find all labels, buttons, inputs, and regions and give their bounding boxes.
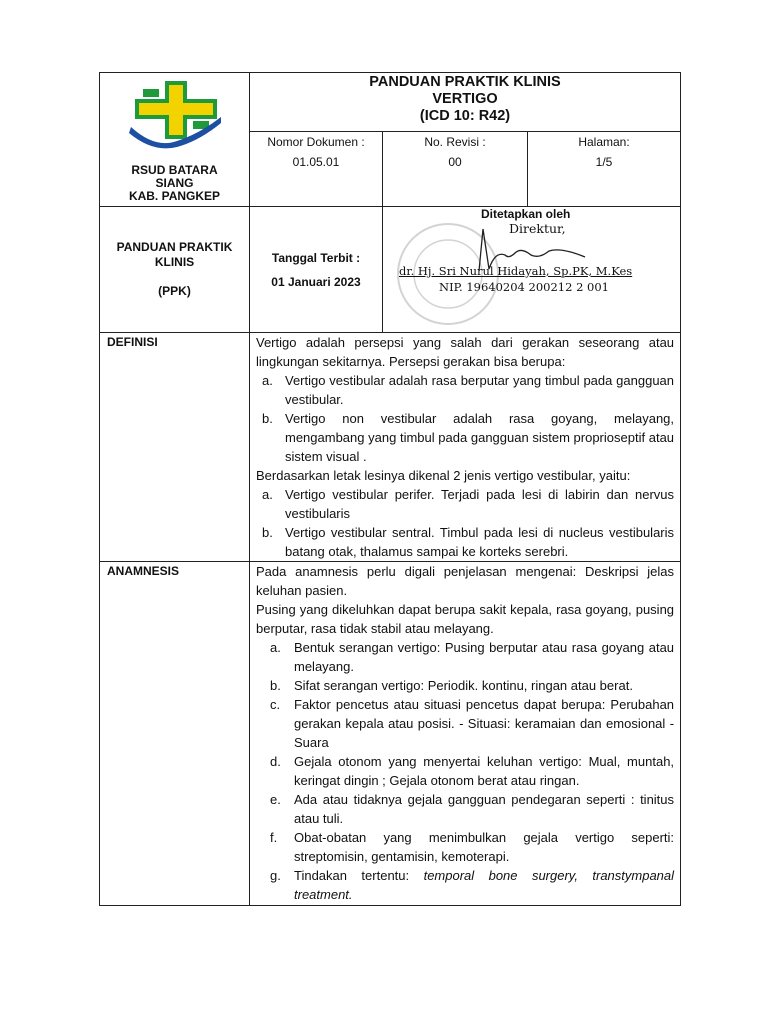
list-item [256,790,674,828]
list-marker: d. [270,754,281,769]
definisi-label: DEFINISI [100,333,250,562]
list-text: Vertigo non vestibular adalah rasa goyang, melayang, mengambang yang timbul pada gangguan sistem proprioseptif atau sistem visual . [285,411,675,464]
halaman-value: 1/5 [595,155,613,169]
list-marker: a. [262,373,273,388]
list-item [256,676,674,695]
revisi-label: No. Revisi : [424,135,486,149]
list-text [294,866,674,904]
tanggal-terbit-date: 01 Januari 2023 [271,274,361,289]
list-text-prefix: Tindakan tertentu: [294,868,424,883]
list-text: Bentuk serangan vertigo: Pusing berputar atau rasa goyang atau melayang. [294,640,675,674]
definisi-content [250,333,681,562]
list-marker: f. [270,830,278,845]
list-marker: e. [270,792,281,807]
tanggal-terbit-label: Tanggal Terbit : [271,250,361,265]
list-item [256,828,674,866]
document [99,72,680,906]
list-text: Vertigo vestibular adalah rasa berputar yang timbul pada gangguan vestibular. [285,373,675,407]
title-line3: (ICD 10: R42) [419,108,511,124]
hospital-name-line1: RSUD BATARA [131,163,218,177]
nomor-dokumen-value: 01.05.01 [292,155,340,169]
list-marker: b. [262,411,273,426]
approval-position: Direktur, [509,221,566,236]
hospital-cell [100,73,250,207]
title-line1: PANDUAN PRAKTIK KLINIS [369,74,561,90]
list-item [256,638,674,676]
list-item [256,485,674,523]
anamnesis-content [250,562,681,906]
list-marker: c. [270,697,281,712]
list-item [256,371,674,409]
hospital-logo [125,79,225,151]
approval-name: dr. Hj. Sri Nurul Hidayah, Sp.PK, M.Kes [399,264,633,278]
list-marker: a. [262,487,273,502]
ppk-cell [100,207,250,333]
revisi-value: 00 [448,155,462,169]
tanggal-terbit-cell [250,207,383,333]
list-marker: b. [270,678,281,693]
halaman-label: Halaman: [578,135,630,149]
list-text: Faktor pencetus atau situasi pencetus dapat berupa: Perubahan gerakan kepala atau posisi. - Situasi: keramaian dan emosional - Suara [294,697,675,750]
list-marker: a. [270,640,281,655]
hospital-name-line3: KAB. PANGKEP [128,189,221,203]
definisi-list-2 [256,485,674,561]
approval-cell [383,207,681,333]
list-text: Ada atau tidaknya gejala gangguan pendegaran seperti : tinitus atau tuli. [294,792,675,826]
list-text-italic: temporal bone surgery, transtympanal treatment. [294,868,675,902]
definisi-list-1 [256,371,674,466]
list-text: Obat-obatan yang menimbulkan gejala vertigo seperti: streptomisin, gentamisin, kemoterapi. [294,830,675,864]
list-item [256,523,674,561]
list-text: Sifat serangan vertigo: Periodik. kontinu, ringan atau berat. [294,678,633,693]
ppk-table [99,72,681,906]
nomor-dokumen-label: Nomor Dokumen : [267,135,365,149]
definisi-mid: Berdasarkan letak lesinya dikenal 2 jenis vertigo vestibular, yaitu: [256,468,631,483]
list-text: Vertigo vestibular perifer. Terjadi pada lesi di labirin dan nervus vestibularis [285,487,675,521]
list-item [256,695,674,752]
nomor-dokumen-cell [250,132,383,207]
revisi-cell [383,132,528,207]
list-marker: b. [262,525,273,540]
anamnesis-p1: Pada anamnesis perlu digali penjelasan mengenai: Deskripsi jelas keluhan pasien. [256,564,675,598]
anamnesis-list [256,638,674,904]
anamnesis-label: ANAMNESIS [100,562,250,906]
approval-heading: Ditetapkan oleh [481,207,571,221]
ppk-line3: (PPK) [158,284,191,298]
document-title [250,73,681,132]
anamnesis-p2: Pusing yang dikeluhkan dapat berupa sakit kepala, rasa goyang, pusing berputar, rasa tidak stabil atau melayang. [256,602,675,636]
halaman-cell [528,132,681,207]
list-text: Gejala otonom yang menyertai keluhan vertigo: Mual, muntah, keringat dingin ; Gejala otonom berat atau ringan. [294,754,675,788]
list-item [256,866,674,904]
list-marker: g. [270,868,281,883]
definisi-intro: Vertigo adalah persepsi yang salah dari gerakan seseorang atau lingkungan sekitarnya. Persepsi gerakan bisa berupa: [256,335,675,369]
list-text: Vertigo vestibular sentral. Timbul pada lesi di nucleus vestibularis batang otak, thalamus sampai ke korteks serebri. [285,525,675,559]
ppk-line1: PANDUAN PRAKTIK [116,240,233,254]
ppk-line2: KLINIS [154,255,195,269]
list-item [256,752,674,790]
approval-nip: NIP. 19640204 200212 2 001 [439,280,609,294]
hospital-name-line2: SIANG [155,176,194,190]
title-line2: VERTIGO [432,91,498,107]
list-item [256,409,674,466]
